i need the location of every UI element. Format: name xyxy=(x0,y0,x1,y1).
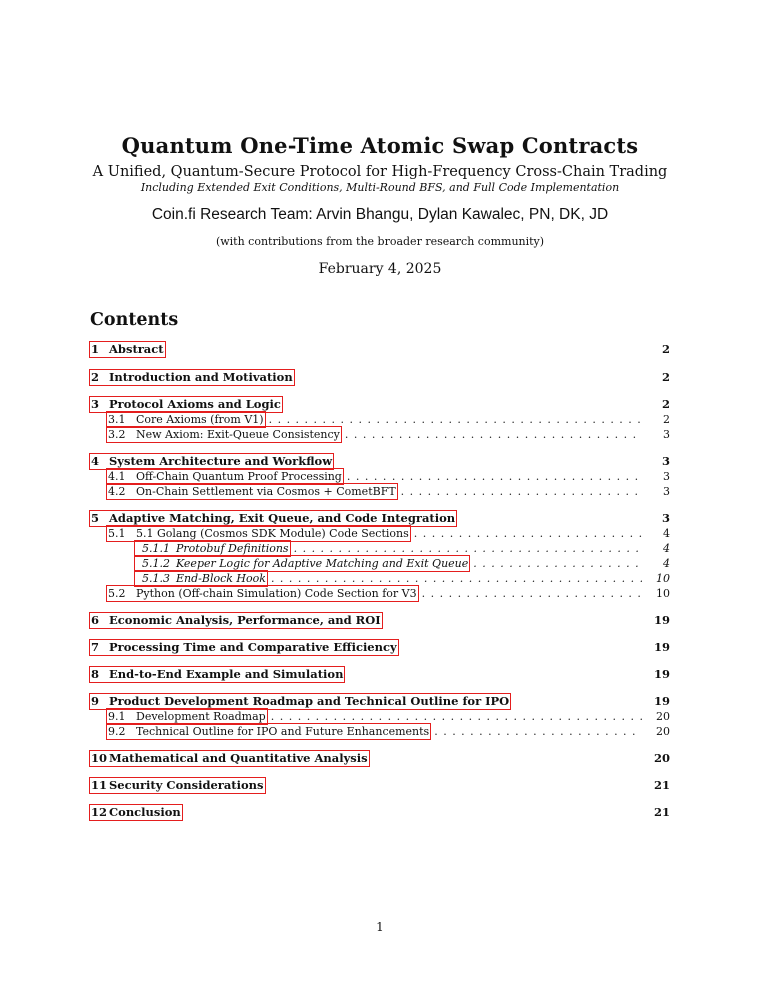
toc-label: Python (Off-chain Simulation) Code Section for V3 xyxy=(136,587,417,600)
toc-label: System Architecture and Workflow xyxy=(109,454,333,468)
toc-page-number[interactable]: 19 xyxy=(653,694,670,708)
toc-dot-leader xyxy=(414,526,642,541)
toc-entry[interactable] xyxy=(90,640,670,655)
toc-number: 10 xyxy=(91,751,108,765)
toc-label: Introduction and Motivation xyxy=(109,370,293,384)
toc-link[interactable] xyxy=(90,342,165,357)
toc-link[interactable] xyxy=(107,586,418,601)
toc-page-number[interactable]: 19 xyxy=(653,640,670,654)
toc-entry[interactable] xyxy=(107,724,670,739)
toc-page-number[interactable]: 4 xyxy=(663,527,670,540)
toc-page-number[interactable]: 3 xyxy=(661,454,670,468)
toc-dot-leader xyxy=(345,427,642,442)
toc-label: End-to-End Example and Simulation xyxy=(109,667,344,681)
toc-entry[interactable] xyxy=(107,427,670,442)
toc-entry[interactable] xyxy=(90,613,670,628)
toc-label: Abstract xyxy=(109,342,164,356)
toc-dot-leader xyxy=(347,469,642,484)
toc-page-number[interactable]: 10 xyxy=(656,587,670,600)
toc-entry[interactable] xyxy=(90,778,670,793)
toc-number: 5.1.1 xyxy=(142,542,170,555)
toc-page-number[interactable]: 4 xyxy=(663,557,670,570)
toc-dot-leader xyxy=(294,541,642,556)
toc-dot-leader xyxy=(269,412,642,427)
toc-label: Product Development Roadmap and Technical Outline for IPO xyxy=(109,694,510,708)
toc-link[interactable] xyxy=(90,640,398,655)
toc-entry[interactable] xyxy=(90,667,670,682)
toc-number: 12 xyxy=(91,805,108,819)
toc-link[interactable] xyxy=(90,751,369,766)
toc-label: Technical Outline for IPO and Future Enhancements xyxy=(136,725,430,738)
toc-number: 11 xyxy=(91,778,108,792)
toc-link[interactable] xyxy=(107,724,430,739)
toc-label: On-Chain Settlement via Cosmos + CometBFT xyxy=(136,485,396,498)
toc-link[interactable] xyxy=(90,805,182,820)
toc-entry[interactable] xyxy=(90,805,670,820)
toc-link[interactable] xyxy=(90,454,333,469)
toc-number: 5.1 xyxy=(108,527,126,540)
toc-page-number[interactable]: 2 xyxy=(661,342,670,356)
toc-link[interactable] xyxy=(107,484,397,499)
toc-link[interactable] xyxy=(90,694,510,709)
toc-page-number[interactable]: 21 xyxy=(653,778,670,792)
toc-entry[interactable] xyxy=(90,370,670,385)
toc-number: 5.2 xyxy=(108,587,126,600)
toc-entry[interactable] xyxy=(90,397,670,412)
toc-number: 9.2 xyxy=(108,725,126,738)
toc-link[interactable] xyxy=(135,556,469,571)
toc-page-number[interactable]: 10 xyxy=(656,572,670,585)
toc-entry[interactable] xyxy=(90,511,670,526)
toc-page-number[interactable]: 20 xyxy=(656,710,670,723)
toc-label: Conclusion xyxy=(109,805,181,819)
toc-page-number[interactable]: 2 xyxy=(663,413,670,426)
toc-link[interactable] xyxy=(90,778,265,793)
toc-entry[interactable] xyxy=(107,526,670,541)
toc-link[interactable] xyxy=(135,541,290,556)
toc-entry[interactable] xyxy=(90,751,670,766)
toc-page-number[interactable]: 20 xyxy=(656,725,670,738)
toc-link[interactable] xyxy=(107,427,341,442)
paper-subsubtitle: Including Extended Exit Conditions, Multi-Round BFS, and Full Code Implementation xyxy=(140,181,620,194)
toc-number: 5 xyxy=(91,511,100,525)
toc-link[interactable] xyxy=(90,511,456,526)
toc-number: 2 xyxy=(91,370,100,384)
toc-page-number[interactable]: 21 xyxy=(653,805,670,819)
toc-dot-leader xyxy=(473,556,642,571)
toc-page-number[interactable]: 4 xyxy=(663,542,670,555)
toc-number: 9 xyxy=(91,694,100,708)
author-list: Coin.fi Research Team: Arvin Bhangu, Dylan Kawalec, PN, DK, JD xyxy=(151,206,609,223)
toc-number: 4.1 xyxy=(108,470,126,483)
toc-entry[interactable] xyxy=(135,541,670,556)
toc-number: 5.1.2 xyxy=(142,557,170,570)
toc-dot-leader xyxy=(422,586,642,601)
toc-label: 5.1 Golang (Cosmos SDK Module) Code Sections xyxy=(136,527,409,540)
toc-link[interactable] xyxy=(90,370,294,385)
toc-number: 7 xyxy=(91,640,100,654)
paper-title: Quantum One-Time Atomic Swap Contracts xyxy=(121,133,639,158)
toc-label: New Axiom: Exit-Queue Consistency xyxy=(136,428,340,441)
toc-label: Protocol Axioms and Logic xyxy=(109,397,281,411)
toc-number: 3.1 xyxy=(108,413,126,426)
toc-number: 3 xyxy=(91,397,100,411)
toc-page-number[interactable]: 20 xyxy=(653,751,670,765)
toc-page-number[interactable]: 3 xyxy=(661,511,670,525)
toc-page-number[interactable]: 19 xyxy=(653,613,670,627)
toc-number: 3.2 xyxy=(108,428,126,441)
paper-subtitle: A Unified, Quantum-Secure Protocol for High-Frequency Cross-Chain Trading xyxy=(92,164,668,180)
toc-dot-leader xyxy=(401,484,642,499)
toc-link[interactable] xyxy=(107,709,267,724)
toc-number: 4.2 xyxy=(108,485,126,498)
toc-number: 1 xyxy=(91,342,100,356)
toc-entry[interactable] xyxy=(90,342,670,357)
toc-link[interactable] xyxy=(135,571,267,586)
toc-entry[interactable] xyxy=(107,412,670,427)
toc-link[interactable] xyxy=(90,667,344,682)
toc-entry[interactable] xyxy=(135,571,670,586)
toc-entry[interactable] xyxy=(90,694,670,709)
toc-link[interactable] xyxy=(107,412,265,427)
toc-link[interactable] xyxy=(90,397,282,412)
toc-page-number[interactable]: 19 xyxy=(653,667,670,681)
toc-label: Mathematical and Quantitative Analysis xyxy=(109,751,368,765)
toc-entry[interactable] xyxy=(107,484,670,499)
toc-page-number[interactable]: 2 xyxy=(661,370,670,384)
toc-label: Processing Time and Comparative Efficiency xyxy=(109,640,397,654)
toc-number: 8 xyxy=(91,667,100,681)
toc-link[interactable] xyxy=(90,613,382,628)
toc-page-number[interactable]: 3 xyxy=(663,470,670,483)
toc-number: 5.1.3 xyxy=(142,572,170,585)
toc-label: Development Roadmap xyxy=(136,710,266,723)
toc-dot-leader xyxy=(271,709,642,724)
toc-label: Adaptive Matching, Exit Queue, and Code Integration xyxy=(109,511,456,525)
toc-entry[interactable] xyxy=(90,454,670,469)
toc-label: Core Axioms (from V1) xyxy=(136,413,264,426)
page-number: 1 xyxy=(376,920,384,934)
toc-page-number[interactable]: 2 xyxy=(661,397,670,411)
toc-entry[interactable] xyxy=(107,469,670,484)
toc-label: Off-Chain Quantum Proof Processing xyxy=(136,470,342,483)
toc-dot-leader xyxy=(434,724,642,739)
toc-label: Security Considerations xyxy=(109,778,264,792)
toc-label: Keeper Logic for Adaptive Matching and Exit Queue xyxy=(176,557,469,570)
toc-number: 6 xyxy=(91,613,100,627)
toc-entry[interactable] xyxy=(107,709,670,724)
toc-page-number[interactable]: 3 xyxy=(663,428,670,441)
toc-dot-leader xyxy=(271,571,642,586)
contents-heading: Contents xyxy=(90,310,179,330)
toc-label: End-Block Hook xyxy=(176,572,266,585)
toc-label: Protobuf Definitions xyxy=(176,542,289,555)
toc-number: 4 xyxy=(91,454,100,468)
toc-link[interactable] xyxy=(107,526,410,541)
paper-date: February 4, 2025 xyxy=(318,261,442,277)
toc-entry[interactable] xyxy=(107,586,670,601)
toc-number: 9.1 xyxy=(108,710,126,723)
toc-label: Economic Analysis, Performance, and ROI xyxy=(109,613,381,627)
contributions-note: (with contributions from the broader research community) xyxy=(215,235,545,248)
toc-link[interactable] xyxy=(107,469,343,484)
toc-page-number[interactable]: 3 xyxy=(663,485,670,498)
toc-entry[interactable] xyxy=(135,556,670,571)
